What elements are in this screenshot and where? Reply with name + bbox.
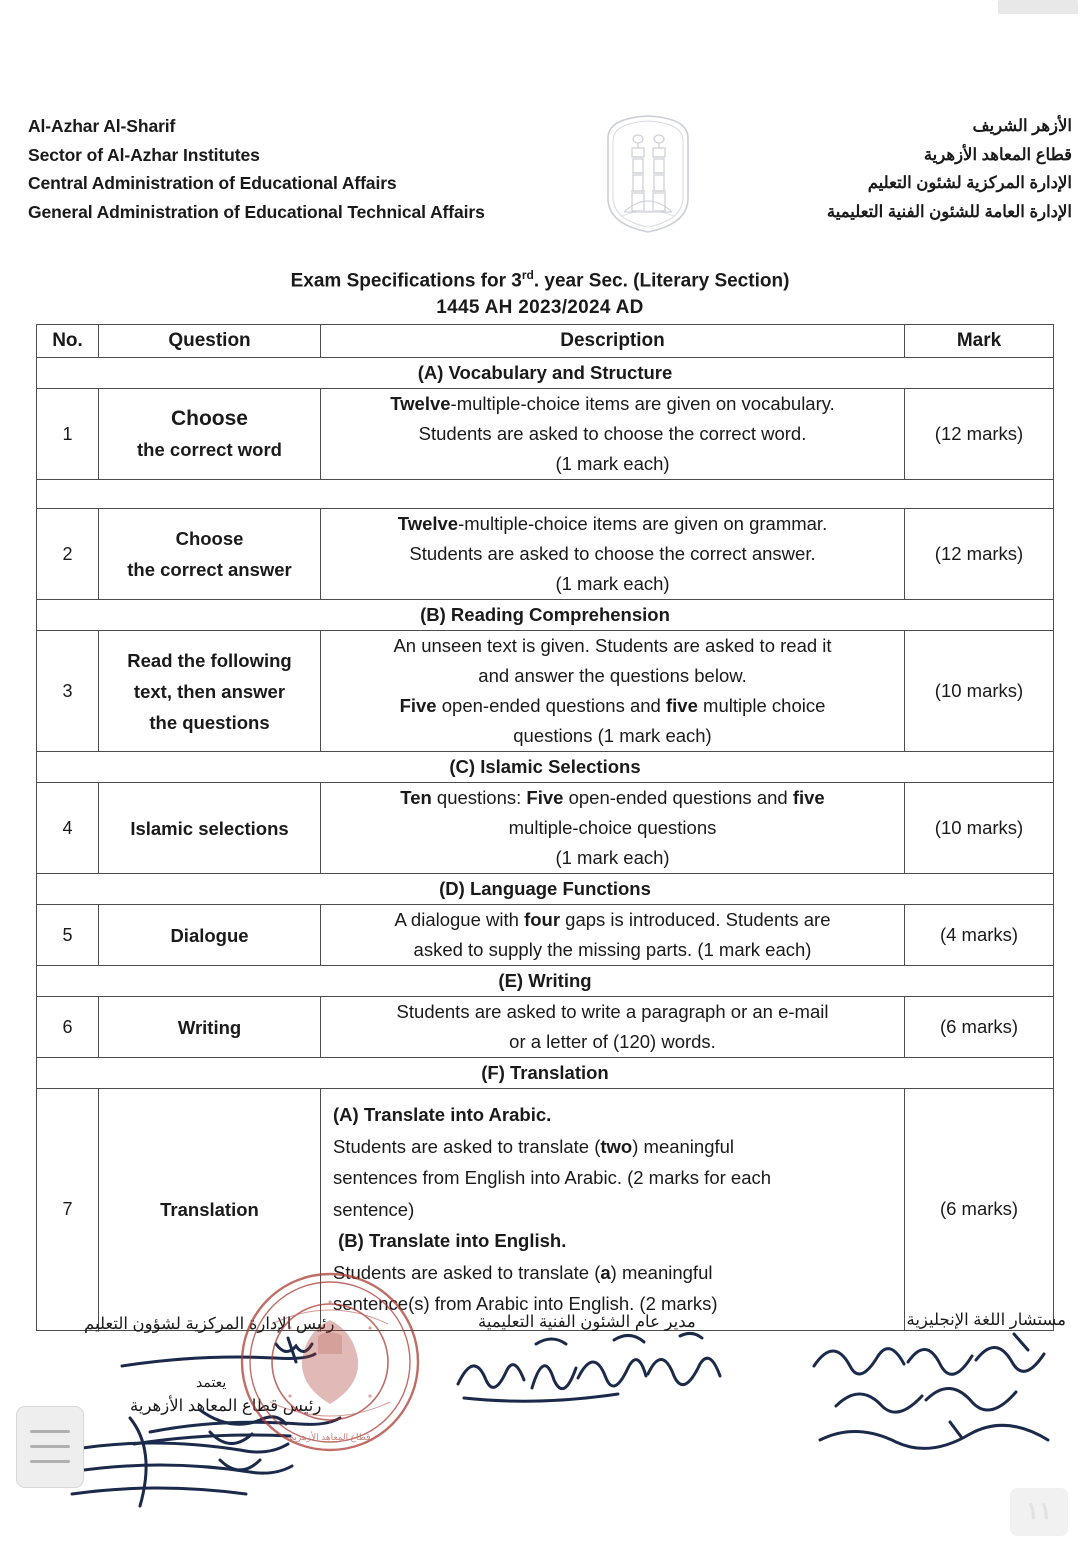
row-question-line-1: Writing xyxy=(177,1016,242,1038)
row-description xyxy=(321,783,905,874)
row-mark: (10 marks) xyxy=(905,783,1054,874)
emphasis-a: a xyxy=(600,1261,611,1283)
row-description-line-1 xyxy=(321,783,904,813)
hamburger-line-3 xyxy=(30,1460,70,1463)
desc-text-2: gaps is introduced. Students are xyxy=(560,909,831,930)
handwritten-signature-center xyxy=(448,1328,728,1418)
desc-text: questions: xyxy=(431,787,527,808)
hamburger-line-1 xyxy=(30,1430,70,1433)
title-part-before: Exam Specifications for 3 xyxy=(290,270,522,292)
row-question xyxy=(99,509,321,600)
row-description-line-1: An unseen text is given. Students are asked to read it xyxy=(393,635,832,656)
emphasis-twelve: Twelve xyxy=(390,393,451,414)
document-header xyxy=(0,112,1080,237)
title-part-after: . year Sec. (Literary Section) xyxy=(533,270,790,292)
translate-english-heading-text: (B) Translate into English. xyxy=(338,1230,567,1251)
table-row xyxy=(37,1089,1054,1331)
translation-b-line-2: sentence(s) from Arabic into English. (2 marks) xyxy=(333,1293,718,1314)
header-arabic-line-1: الأزهر الشريف xyxy=(972,117,1072,135)
row-description xyxy=(321,509,905,600)
row-description-line-2: Students are asked to choose the correct word. xyxy=(418,423,807,444)
desc-text-2: ) meaningful xyxy=(610,1261,713,1283)
row-question-line-2: the correct word xyxy=(137,439,282,460)
approval-title: رئيس قطاع المعاهد الأزهرية xyxy=(130,1397,322,1415)
row-number: 7 xyxy=(37,1089,99,1331)
translation-b-heading xyxy=(333,1225,896,1257)
desc-text: Students are asked to translate ( xyxy=(333,1261,601,1283)
header-arabic-line-4: الإدارة العامة للشئون الفنية التعليمية xyxy=(826,202,1072,221)
row-question xyxy=(99,905,321,966)
table-row xyxy=(37,631,1054,752)
row-question-line-1: Islamic selections xyxy=(130,817,289,839)
row-question xyxy=(99,997,321,1058)
signature-label-right: مستشار اللغة الإنجليزية xyxy=(906,1311,1066,1329)
row-description-line-3: (1 mark each) xyxy=(555,573,670,594)
row-description xyxy=(321,997,905,1058)
section-row-e xyxy=(37,966,1054,997)
row-description-line-3: (1 mark each) xyxy=(555,847,670,868)
header-arabic-line-3: الإدارة المركزية لشئون التعليم xyxy=(867,174,1072,192)
desc-text: A dialogue with xyxy=(394,909,525,930)
row-question-line-1: Choose xyxy=(170,407,248,430)
row-mark: (6 marks) xyxy=(905,997,1054,1058)
header-english-line-3: Central Administration of Educational Affairs xyxy=(28,173,397,193)
row-question-line-2: text, then answer xyxy=(133,680,286,702)
row-description xyxy=(321,905,905,966)
row-description-line-3: (1 mark each) xyxy=(555,453,670,474)
translation-a-line-2: sentences from English into Arabic. (2 marks for each xyxy=(333,1167,772,1188)
section-row-a xyxy=(37,358,1054,389)
hamburger-line-2 xyxy=(30,1445,70,1448)
row-description-line-2: or a letter of (120) words. xyxy=(509,1031,716,1052)
emphasis-ten: Ten xyxy=(400,787,432,808)
row-description-line-2: multiple-choice questions xyxy=(508,817,717,838)
row-number: 4 xyxy=(37,783,99,874)
signature-area xyxy=(0,1300,1080,1554)
header-arabic-line-2: قطاع المعاهد الأزهرية xyxy=(923,145,1072,164)
header-english-line-4: General Administration of Educational Technical Affairs xyxy=(28,201,485,222)
section-label-e: (E) Writing xyxy=(37,966,1054,997)
top-ui-bar xyxy=(998,0,1078,14)
desc-text: -multiple-choice items are given on vocabulary. xyxy=(450,393,835,414)
row-description xyxy=(321,389,905,480)
table-row xyxy=(37,389,1054,480)
table-row xyxy=(37,997,1054,1058)
row-description-line-3 xyxy=(321,691,904,721)
translation-a-line-1 xyxy=(333,1131,896,1163)
row-question-line-1: Choose xyxy=(175,528,244,549)
row-mark: (12 marks) xyxy=(905,389,1054,480)
row-description-line-2: Students are asked to choose the correct answer. xyxy=(409,543,816,564)
section-label-a: (A) Vocabulary and Structure xyxy=(37,358,1054,389)
desc-text: -multiple-choice items are given on grammar. xyxy=(458,513,828,534)
table-row xyxy=(37,509,1054,600)
desc-text-2: multiple choice xyxy=(697,695,826,716)
section-label-d: (D) Language Functions xyxy=(37,874,1054,905)
official-red-seal xyxy=(230,1262,430,1462)
signature-label-left: رئيس الإدارة المركزية لشؤون التعليم xyxy=(84,1315,335,1333)
svg-text:قطاع المعاهد الأزهرية: قطاع المعاهد الأزهرية xyxy=(289,1432,371,1442)
row-question-line-1: Translation xyxy=(160,1198,259,1220)
approval-label: يعتمد xyxy=(196,1374,227,1390)
row-description-line-4: questions (1 mark each) xyxy=(513,725,712,746)
column-header-mark: Mark xyxy=(905,325,1054,358)
desc-text-2: ) meaningful xyxy=(632,1135,735,1157)
emphasis-five: Five xyxy=(526,787,564,808)
row-description-line-1 xyxy=(321,905,904,935)
column-header-description: Description xyxy=(321,325,905,358)
handwritten-signature-right xyxy=(800,1330,1070,1470)
desc-text: Students are asked to translate ( xyxy=(333,1135,601,1157)
row-description-line-2: asked to supply the missing parts. (1 mark each) xyxy=(413,939,812,960)
spacer-row xyxy=(37,480,1054,509)
signature-label-center: مدير عام الشئون الفنية التعليمية xyxy=(478,1313,696,1331)
page-title-line-2: 1445 AH 2023/2024 AD xyxy=(436,297,644,319)
table-row xyxy=(37,783,1054,874)
column-header-question: Question xyxy=(99,325,321,358)
translation-a-line-3: sentence) xyxy=(333,1198,415,1220)
row-mark: (12 marks) xyxy=(905,509,1054,600)
section-row-b xyxy=(37,600,1054,631)
row-question-line-1: Dialogue xyxy=(170,924,249,946)
emphasis-five-2: five xyxy=(666,695,698,716)
row-description-line-1: Students are asked to write a paragraph or an e-mail xyxy=(396,1001,829,1022)
desc-text: open-ended questions and xyxy=(436,695,666,716)
header-english-block xyxy=(28,112,485,226)
page-title-line-1 xyxy=(0,262,1080,294)
row-mark: (4 marks) xyxy=(905,905,1054,966)
row-description xyxy=(321,631,905,752)
row-number: 6 xyxy=(37,997,99,1058)
exam-specifications-table xyxy=(36,324,1054,1331)
section-label-c: (C) Islamic Selections xyxy=(37,752,1054,783)
al-azhar-crest-logo xyxy=(598,112,698,234)
row-number: 3 xyxy=(37,631,99,752)
row-number: 2 xyxy=(37,509,99,600)
emphasis-four: four xyxy=(524,909,561,930)
header-english-line-2: Sector of Al-Azhar Institutes xyxy=(28,144,260,165)
translate-arabic-heading-text: (A) Translate into Arabic. xyxy=(333,1104,552,1125)
column-header-no: No. xyxy=(37,325,99,358)
translation-a-heading xyxy=(333,1099,896,1131)
row-question-line-2: the correct answer xyxy=(127,559,292,580)
emphasis-five: Five xyxy=(399,695,437,716)
title-ordinal-suffix: rd xyxy=(521,268,534,282)
row-mark: (10 marks) xyxy=(905,631,1054,752)
page-title xyxy=(0,262,1080,321)
row-number: 1 xyxy=(37,389,99,480)
row-question xyxy=(99,389,321,480)
emphasis-twelve: Twelve xyxy=(397,513,459,534)
section-label-f: (F) Translation xyxy=(37,1058,1054,1089)
section-row-c xyxy=(37,752,1054,783)
spacer-cell xyxy=(37,480,1054,509)
row-question xyxy=(99,631,321,752)
row-description-line-1 xyxy=(321,389,904,419)
row-question xyxy=(99,783,321,874)
section-label-b: (B) Reading Comprehension xyxy=(37,600,1054,631)
table-header-row xyxy=(37,325,1054,358)
emphasis-two: two xyxy=(600,1135,633,1157)
section-row-d xyxy=(37,874,1054,905)
row-mark: (6 marks) xyxy=(905,1089,1054,1331)
menu-widget[interactable] xyxy=(16,1406,84,1488)
header-arabic-block xyxy=(827,112,1072,226)
emphasis-five-2: five xyxy=(792,787,825,808)
row-number: 5 xyxy=(37,905,99,966)
row-description-line-1 xyxy=(321,509,904,539)
section-row-f xyxy=(37,1058,1054,1089)
table-row xyxy=(37,905,1054,966)
desc-text-2: open-ended questions and xyxy=(563,787,793,808)
page-number-badge: ١١ xyxy=(1010,1488,1068,1536)
row-question-line-3: the questions xyxy=(149,711,270,733)
row-question-line-1: Read the following xyxy=(127,649,292,671)
header-english-line-1: Al-Azhar Al-Sharif xyxy=(28,116,176,136)
row-description-line-2: and answer the questions below. xyxy=(478,665,747,686)
